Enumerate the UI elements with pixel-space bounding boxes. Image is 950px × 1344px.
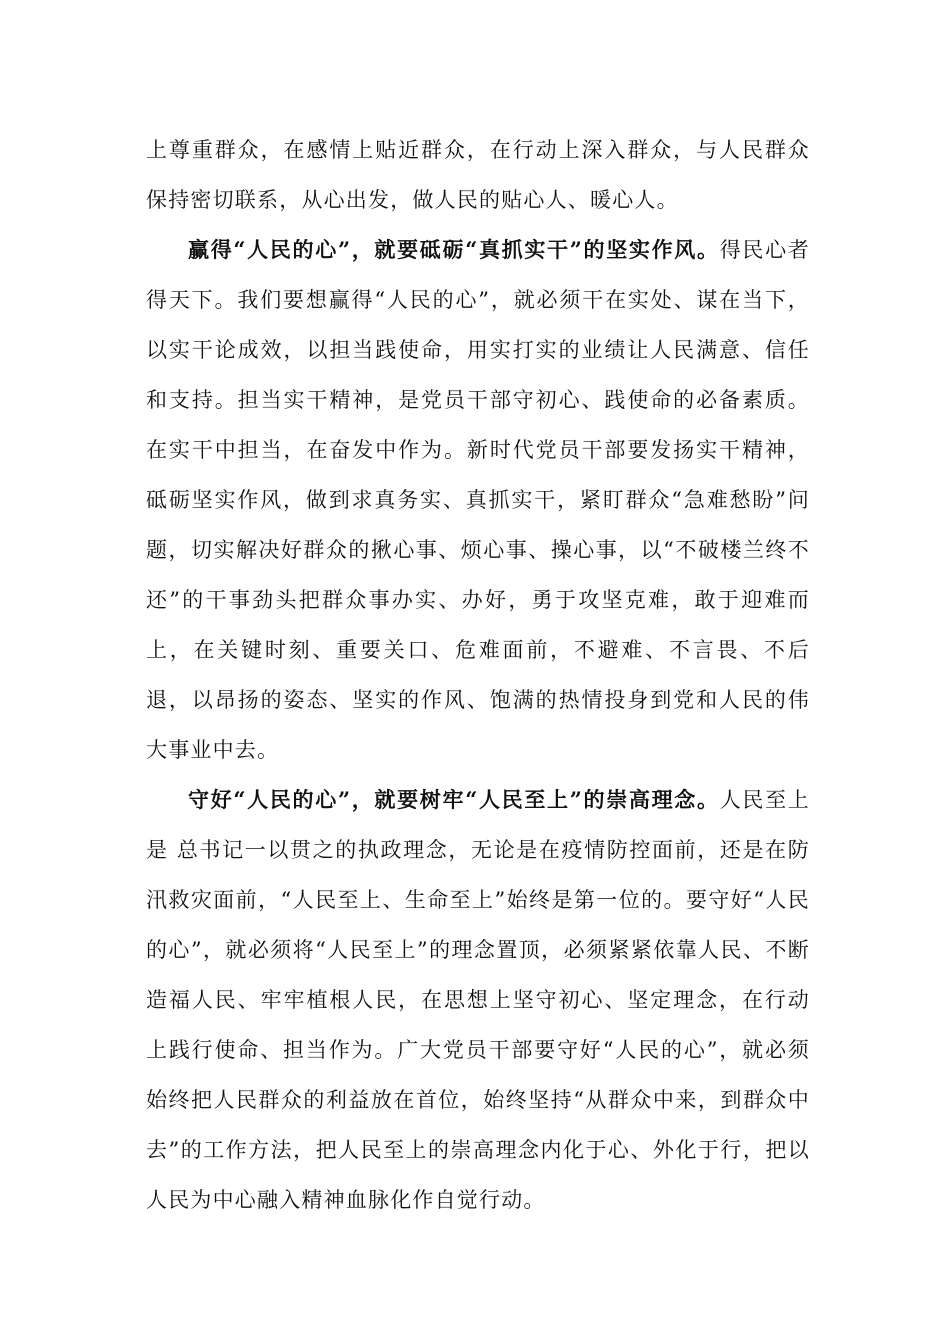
paragraph-body: 人民至上是 总书记一以贯之的执政理念，无论是在疫情防控面前，还是在防汛救灾面前，“人民至上、生命至上”始终是第一位的。要守好“人民的心”，就必须将“人民至上”的理念置顶，必须紧紧依靠人民、不断造福人民、牢牢植根人民，在思想上坚守初心、坚定理念，在行动上践行使命、担当作为。广大党员干部要守好“人民的心”，就必须始终把人民群众的利益放在首位，始终坚持“从群众中来，到群众中去”的工作方法，把人民至上的崇高理念内化于心、外化于行，把以人民为中心融入精神血脉化作自觉行动。 xyxy=(146,788,810,1212)
article-body xyxy=(146,125,810,1225)
paragraph-body: 上尊重群众，在感情上贴近群众，在行动上深入群众，与人民群众保持密切联系，从心出发，做人民的贴心人、暖心人。 xyxy=(146,138,810,212)
paragraph-win-peoples-heart xyxy=(146,225,810,775)
paragraph-guard-peoples-heart xyxy=(146,775,810,1225)
paragraph-continuation xyxy=(146,125,810,225)
paragraph-body: 得民心者得天下。我们要想赢得“人民的心”，就必须干在实处、谋在当下，以实干论成效，以担当践使命，用实打实的业绩让人民满意、信任和支持。担当实干精神，是党员干部守初心、践使命的必备素质。在实干中担当，在奋发中作为。新时代党员干部要发扬实干精神，砥砺坚实作风，做到求真务实、真抓实干，紧盯群众“急难愁盼”问题，切实解决好群众的揪心事、烦心事、操心事，以“不破楼兰终不还”的干事劲头把群众事办实、办好，勇于攻坚克难，敢于迎难而上，在关键时刻、重要关口、危难面前，不避难、不言畏、不后退，以昂扬的姿态、坚实的作风、饱满的热情投身到党和人民的伟大事业中去。 xyxy=(146,238,810,762)
paragraph-lead-heading: 赢得“人民的心”，就要砥砺“真抓实干”的坚实作风。 xyxy=(188,237,720,262)
paragraph-lead-heading: 守好“人民的心”，就要树牢“人民至上”的崇高理念。 xyxy=(188,787,720,812)
